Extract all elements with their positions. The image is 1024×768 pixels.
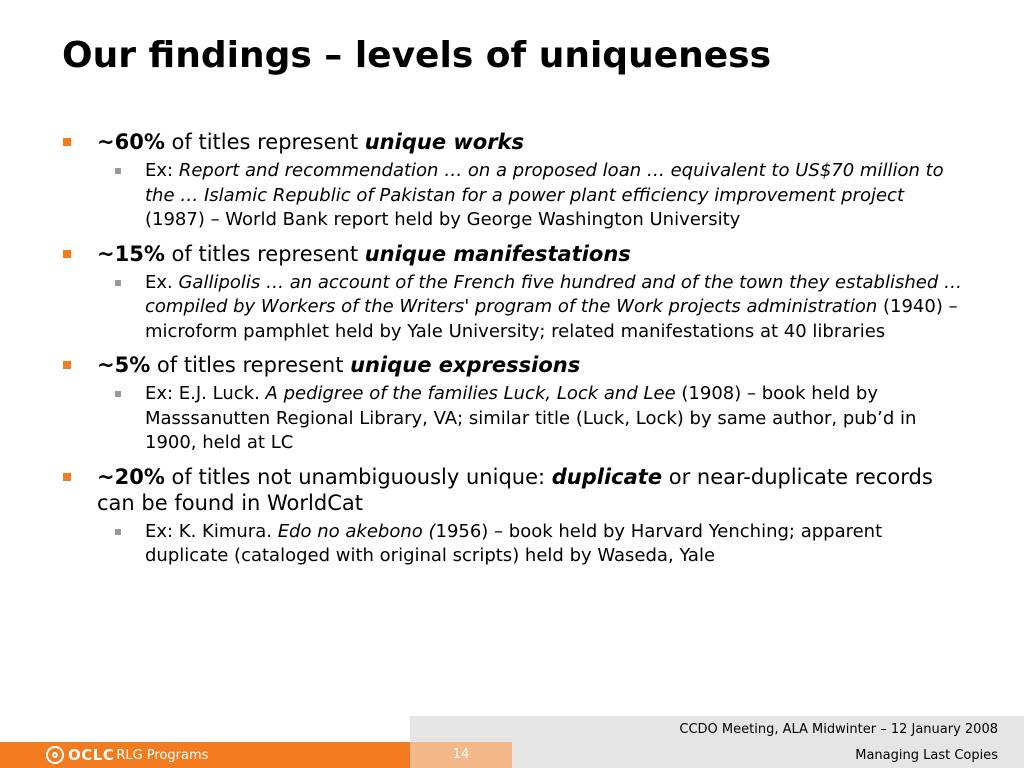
logo-name: OCLC <box>68 746 115 764</box>
bullet-text: of titles represent <box>164 130 365 154</box>
sub-bullet-example <box>145 159 965 233</box>
example-title: Gallipolis … an account of the French five hundred and of the town they established … compiled by Workers of the Writers' program of the Work projects administration <box>145 271 962 317</box>
square-bullet-icon <box>63 473 71 481</box>
square-bullet-icon <box>63 250 71 258</box>
sub-bullet-example <box>145 271 965 345</box>
bullet-emphasis: unique expressions <box>350 353 581 377</box>
bullet-percent: ~60% <box>97 130 165 154</box>
square-sub-bullet-icon <box>115 529 121 535</box>
bullet-unique-works <box>97 129 957 155</box>
bullet-list <box>0 129 1024 569</box>
slide-title: Our findings – levels of uniqueness <box>62 35 772 76</box>
square-sub-bullet-icon <box>115 168 121 174</box>
example-title: Edo no akebono ( <box>277 520 436 542</box>
bullet-percent: ~5% <box>97 353 151 377</box>
bullet-text: of titles not unambiguously unique: <box>164 464 552 489</box>
example-title: A pedigree of the families Luck, Lock and Lee <box>265 383 676 404</box>
square-sub-bullet-icon <box>115 280 121 286</box>
bullet-unique-manifestations <box>97 241 957 267</box>
sub-bullet-example <box>145 520 965 569</box>
oclc-logo <box>46 744 208 766</box>
example-prefix: Ex: K. Kimura. <box>145 520 278 542</box>
bullet-unique-expressions <box>97 352 957 378</box>
example-prefix: Ex: E.J. Luck. <box>145 383 266 404</box>
bullet-text: of titles represent <box>150 353 351 377</box>
bullet-text: of titles represent <box>164 241 365 266</box>
square-bullet-icon <box>63 361 71 369</box>
example-detail: (1908) – book held by Masssanutten Regional Library, VA; similar title (Luck, Lock) by same author, pub’d in 1900, held at LC <box>145 383 917 453</box>
square-sub-bullet-icon <box>115 391 121 397</box>
sub-bullet-example <box>145 382 965 456</box>
bullet-emphasis: duplicate <box>551 464 663 489</box>
square-bullet-icon <box>63 138 71 146</box>
logo-subtitle: RLG Programs <box>116 747 209 763</box>
page-number: 14 <box>410 742 512 768</box>
oclc-logo-icon <box>46 746 64 764</box>
bullet-percent: ~20% <box>97 464 165 489</box>
bullet-duplicates <box>97 464 957 516</box>
example-prefix: Ex. <box>145 271 179 293</box>
footer-topic-text: Managing Last Copies <box>855 748 998 763</box>
example-detail: (1987) – World Bank report held by George Washington University <box>145 209 741 230</box>
bullet-percent: ~15% <box>97 241 165 266</box>
example-title: Report and recommendation … on a proposed loan … equivalent to US$70 million to the … Islamic Republic of Pakistan for a power plant efficiency improvement project <box>145 160 944 206</box>
bullet-text-after: or near-duplicate records can be found in WorldCat <box>97 464 933 515</box>
bullet-emphasis: unique works <box>364 130 525 154</box>
bullet-emphasis: unique manifestations <box>364 241 631 266</box>
example-detail: (1940) – microform pamphlet held by Yale University; related manifestations at 40 libraries <box>145 296 958 342</box>
footer-meeting-text: CCDO Meeting, ALA Midwinter – 12 January 2008 <box>679 722 998 737</box>
example-prefix: Ex: <box>145 160 179 181</box>
example-detail: 1956) – book held by Harvard Yenching; apparent duplicate (cataloged with original scripts) held by Waseda, Yale <box>145 520 883 566</box>
